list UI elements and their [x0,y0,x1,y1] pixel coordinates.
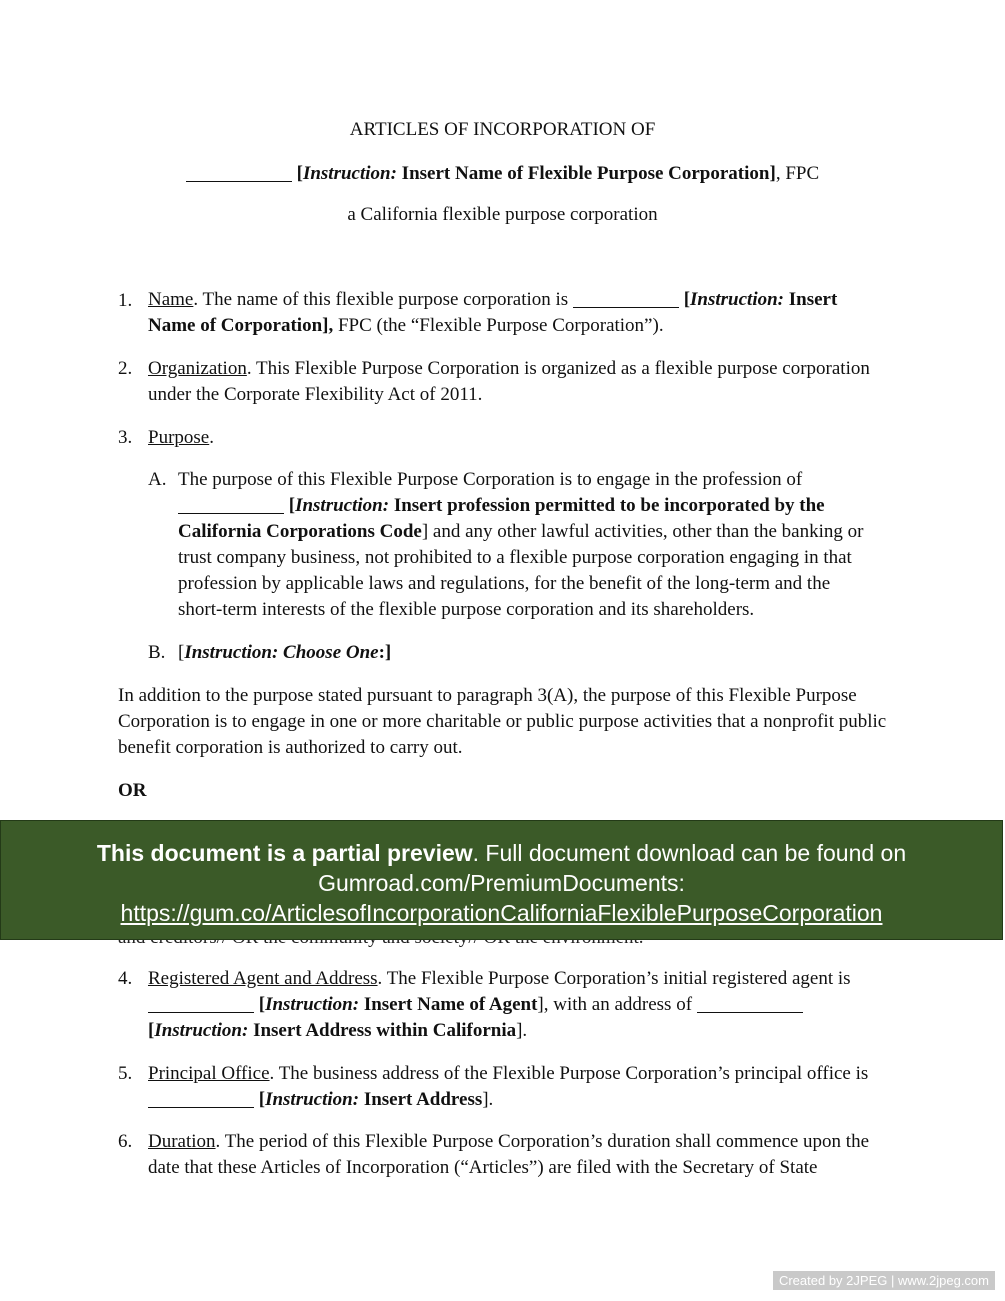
section-4-number: 4. [118,968,133,989]
section-6-number: 6. [118,1131,133,1152]
section-3a-text: The purpose of this Flexible Purpose Corporation is to engage in the profession of [Instruction: Insert profession permitted to be incorporated by the California Corporations Code] and any other lawful activities, other than the banking or trust company business, not prohibited to a flexible purpose corporation engaging in that profession by applicable laws and regulations, for the benefit of the long-term and the short-term interests of the flexible purpose corporation and its shareholders. [178,469,864,620]
corporation-type-line: a California flexible purpose corporation [347,204,658,225]
section-3-purpose: Purpose. [148,427,214,448]
section-3b-label: B. [148,642,166,663]
name-blank [186,162,292,182]
section-1-name: Name. The name of this flexible purpose corporation is [Instruction: Insert Name of Corporation], FPC (the “Flexible Purpose Corporation”). [148,289,838,336]
additional-purpose-paragraph: In addition to the purpose stated pursuant to paragraph 3(A), the purpose of this Flexible Purpose Corporation is to engage in one or more charitable or public purpose activities that a nonprofit public benefit corporation is authorized to carry out. [118,685,887,758]
partial-preview-banner: This document is a partial preview. Full document download can be found on Gumroad.com/PremiumDocuments: https://gum.co/ArticlesofIncorporationCaliforniaFlexiblePurposeCorporation [0,820,1003,940]
or-separator: OR [118,780,147,801]
section-5-principal-office: Principal Office. The business address of the Flexible Purpose Corporation’s principal office is [Instruction: Insert Address]. [148,1063,869,1110]
section-5-number: 5. [118,1063,133,1084]
section-6-duration: Duration. The period of this Flexible Purpose Corporation’s duration shall commence upon the date that these Articles of Incorporation (“Articles”) are filed with the Secretary of State [148,1131,869,1178]
section-1-number: 1. [118,290,133,311]
section-4-registered-agent: Registered Agent and Address. The Flexible Purpose Corporation’s initial registered agent is [Instruction: Insert Name of Agent], with an address of [Instruction: Insert Address within California]. [148,968,851,1041]
corporation-name-line: [Instruction: Insert Name of Flexible Purpose Corporation], FPC [0,162,1005,185]
section-2-number: 2. [118,358,133,379]
download-link[interactable]: https://gum.co/ArticlesofIncorporationCaliforniaFlexiblePurposeCorporation [120,900,883,926]
section-3-number: 3. [118,427,133,448]
document-title: ARTICLES OF INCORPORATION OF [349,119,656,140]
section-2-organization: Organization. This Flexible Purpose Corporation is organized as a flexible purpose corporation under the Corporate Flexibility Act of 2011. [148,358,870,405]
section-3b-text: [Instruction: Choose One:] [178,642,392,663]
watermark-label: Created by 2JPEG | www.2jpeg.com [773,1271,995,1290]
section-3a-label: A. [148,469,167,490]
